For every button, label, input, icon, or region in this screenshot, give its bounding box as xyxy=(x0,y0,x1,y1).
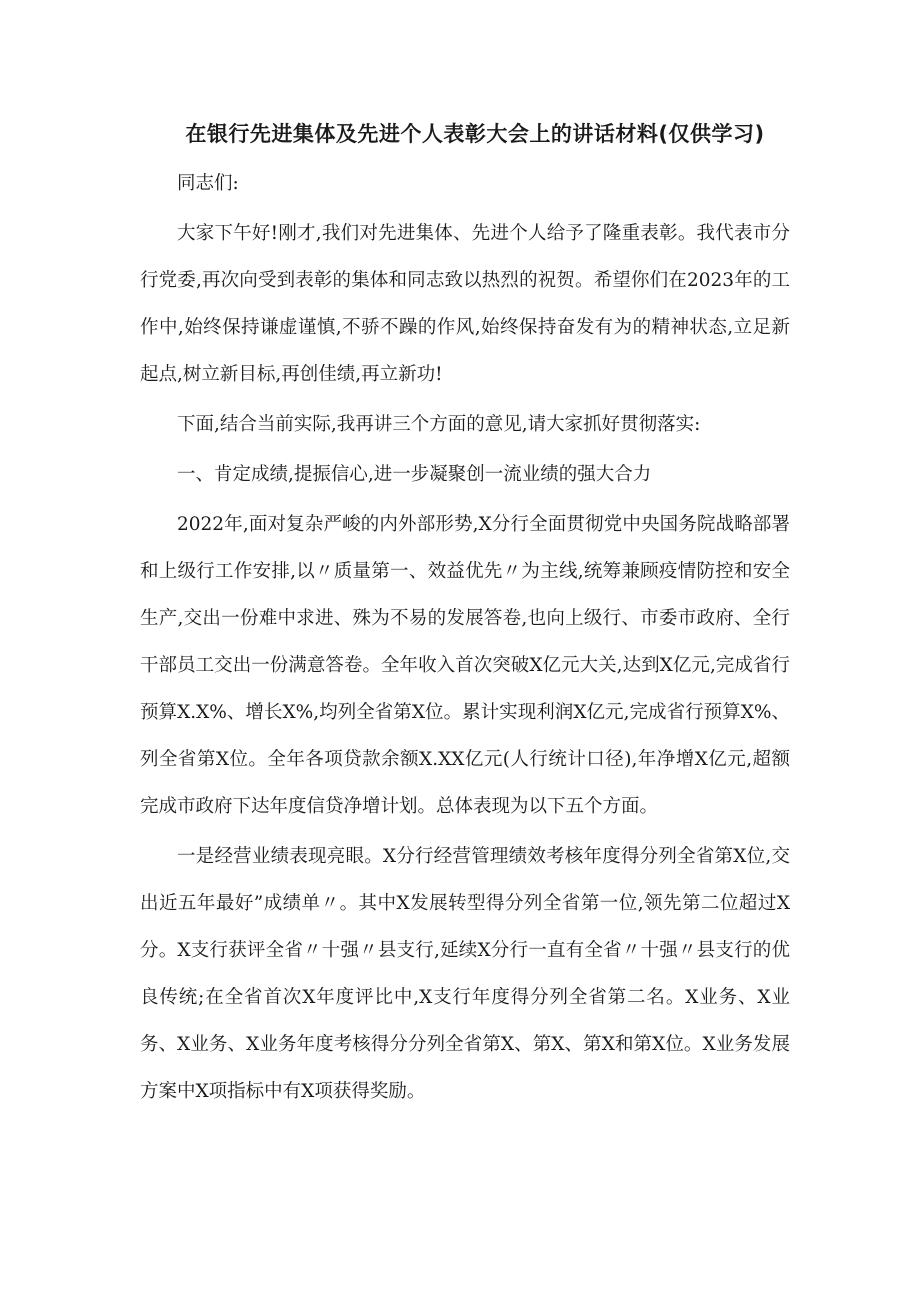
section-heading-1: 一、肯定成绩,提振信心,进一步凝聚创一流业绩的强大合力 xyxy=(177,464,652,485)
paragraph-business-performance: 一是经营业绩表现亮眼。X分行经营管理绩效考核年度得分列全省第X位,交出近五年最好”成绩单〃。其中X发展转型得分列全省第一位,领先第二位超过X分。X支行获评全省〃十强〃县支行,延续X分行一直有全省〃十强〃县支行的优良传统;在全省首次X年度评比中,X支行年度得分列全省第二名。X业务、X业务、X业务、X业务年度考核得分分列全省第X、第X、第X和第X位。X业务发展方案中X项指标中有X项获得奖励。 xyxy=(140,846,790,1102)
document-body xyxy=(140,160,790,1118)
document-title: 在银行先进集体及先进个人表彰大会上的讲话材料(仅供学习) xyxy=(185,122,765,146)
paragraph-greeting: 大家下午好!刚才,我们对先进集体、先进个人给予了隆重表彰。我代表市分行党委,再次向受到表彰的集体和同志致以热烈的祝贺。希望你们在2023年的工作中,始终保持谦虚谨慎,不骄不躁的作风,始终保持奋发有为的精神状态,立足新起点,树立新目标,再创佳绩,再立新功! xyxy=(140,223,790,385)
paragraph-achievements: 2022年,面对复杂严峻的内外部形势,X分行全面贯彻党中央国务院战略部署和上级行工作安排,以〃质量第一、效益优先〃为主线,统筹兼顾疫情防控和安全生产,交出一份难中求进、殊为不易的发展答卷,也向上级行、市委市政府、全行干部员工交出一份满意答卷。全年收入首次突破X亿元大关,达到X亿元,完成省行预算X.X%、增长X%,均列全省第X位。累计实现利润X亿元,完成省行预算X%、列全省第X位。全年各项贷款余额X.XX亿元(人行统计口径),年净增X亿元,超额完成市政府下达年度信贷净增计划。总体表现为以下五个方面。 xyxy=(140,514,790,817)
paragraph-intro: 下面,结合当前实际,我再讲三个方面的意见,请大家抓好贯彻落实: xyxy=(177,414,701,435)
salutation: 同志们: xyxy=(177,173,239,194)
